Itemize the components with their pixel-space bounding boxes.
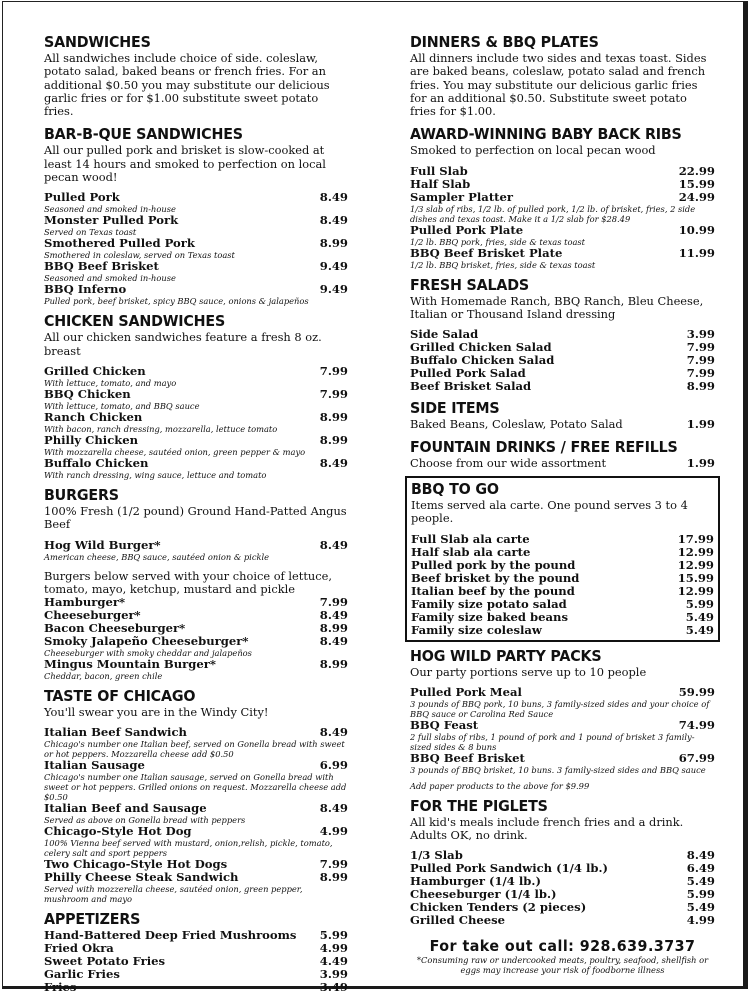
item-price: 8.49 xyxy=(319,608,348,623)
menu-item xyxy=(44,411,348,434)
item-description: 100% Vienna beef served with mustard, onion,relish, pickle, tomato, celery salt and sport peppers xyxy=(44,838,333,859)
menu-item xyxy=(411,572,714,585)
item-price: 5.49 xyxy=(685,609,714,624)
menu-item xyxy=(410,224,715,247)
item-name: Italian Beef Sandwich xyxy=(44,725,187,740)
menu-item xyxy=(410,247,715,270)
menu-item xyxy=(44,981,348,994)
item-name: Chicken Tenders (2 pieces) xyxy=(410,900,587,915)
item-name: Cheeseburger (1/4 lb.) xyxy=(410,887,557,902)
item-price: 5.99 xyxy=(686,887,715,902)
item-price: 8.99 xyxy=(319,409,348,424)
item-description: 3 pounds of BBQ brisket, 10 buns. 3 family-sized sides and BBQ sauce xyxy=(410,764,706,775)
item-price: 12.99 xyxy=(677,544,714,559)
menu-item-row xyxy=(410,191,715,204)
item-name: BBQ Feast xyxy=(410,717,479,732)
item-description: Pulled pork, beef brisket, spicy BBQ sauce, onions & jalapeños xyxy=(44,296,309,307)
item-price: 7.99 xyxy=(319,857,348,872)
item-name: Hand-Battered Deep Fried Mushrooms xyxy=(44,928,297,943)
item-name: Pulled Pork Plate xyxy=(410,222,524,237)
item-name: Choose from our wide assortment xyxy=(410,455,607,470)
section-heading: HOG WILD PARTY PACKS xyxy=(410,646,602,665)
menu-item-row xyxy=(410,457,715,470)
item-price: 9.49 xyxy=(319,282,348,297)
item-name: Cheeseburger* xyxy=(44,608,141,623)
menu-item-row xyxy=(411,611,714,624)
item-name: Family size coleslaw xyxy=(411,622,542,637)
menu-item xyxy=(411,598,714,611)
menu-item-row xyxy=(411,572,714,585)
item-price: 5.49 xyxy=(685,622,714,637)
menu-item-row xyxy=(44,539,348,552)
item-description: Seasoned and smoked in-house xyxy=(44,273,176,284)
item-name: Pulled Pork Meal xyxy=(410,684,522,699)
item-price: 7.99 xyxy=(319,386,348,401)
menu-item xyxy=(44,434,348,457)
menu-item-row xyxy=(44,635,348,648)
menu-item-row xyxy=(410,719,715,732)
menu-item xyxy=(44,539,348,562)
menu-item-row xyxy=(411,585,714,598)
menu-section-hog-wild-party-packs xyxy=(410,647,715,791)
section-note: Add paper products to the above for $9.99 xyxy=(410,780,590,791)
item-description: Chicago's number one Italian sausage, served on Gonella bread with sweet or hot peppers. Grilled onions on request. Mozzarella cheese add $0.50 xyxy=(44,772,347,803)
item-price: 7.99 xyxy=(686,353,715,368)
section-heading: FOUNTAIN DRINKS / FREE REFILLS xyxy=(410,437,678,456)
menu-item xyxy=(44,871,348,904)
menu-item-row xyxy=(410,247,715,260)
menu-item-row xyxy=(410,380,715,393)
menu-item-row xyxy=(44,434,348,447)
menu-item xyxy=(410,686,715,719)
item-name: Fried Okra xyxy=(44,941,114,956)
item-name: Buffalo Chicken xyxy=(44,455,149,470)
menu-column-right xyxy=(410,33,715,975)
menu-item xyxy=(411,611,714,624)
item-price: 4.99 xyxy=(319,824,348,839)
item-name: BBQ Beef Brisket xyxy=(44,259,159,274)
section-description: All sandwiches include choice of side. coleslaw, potato salad, baked beans or french fries. For an additional $0.50 you may substitute our delicious garlic fries or for $1.00 substitute sweet potato fries. xyxy=(44,51,330,119)
item-price: 8.99 xyxy=(319,432,348,447)
item-description: Cheeseburger with smoky cheddar and jalapeños xyxy=(44,648,252,659)
item-name: Italian beef by the pound xyxy=(411,583,575,598)
item-price: 11.99 xyxy=(678,245,715,260)
menu-item-row xyxy=(411,546,714,559)
section-heading: BAR-B-QUE SANDWICHES xyxy=(44,125,243,144)
item-name: 1/3 Slab xyxy=(410,848,463,863)
menu-item xyxy=(410,165,715,178)
menu-item-row xyxy=(44,411,348,424)
menu-item-row xyxy=(44,388,348,401)
item-price: 8.49 xyxy=(319,190,348,205)
menu-item-row xyxy=(411,559,714,572)
item-name: Philly Cheese Steak Sandwich xyxy=(44,870,239,885)
menu-item-row xyxy=(44,365,348,378)
menu-item xyxy=(410,914,715,927)
item-description: 1/3 slab of ribs, 1/2 lb. of pulled pork, 1/2 lb. of brisket, fries, 2 side dishes and texas toast. Make it a 1/2 slab for $28.49 xyxy=(410,203,696,224)
item-description: Smothered in coleslaw, served on Texas toast xyxy=(44,250,235,261)
menu-item-row xyxy=(410,418,715,431)
item-price: 8.49 xyxy=(319,725,348,740)
item-name: Family size baked beans xyxy=(411,609,569,624)
item-name: Full Slab xyxy=(410,163,468,178)
menu-item-row xyxy=(44,260,348,273)
item-name: Philly Chicken xyxy=(44,432,139,447)
item-name: Baked Beans, Coleslaw, Potato Salad xyxy=(410,417,623,432)
item-name: Monster Pulled Pork xyxy=(44,213,179,228)
item-name: Half slab ala carte xyxy=(411,544,531,559)
section-heading: SIDE ITEMS xyxy=(410,399,500,418)
menu-item xyxy=(44,283,348,306)
menu-item xyxy=(410,418,715,431)
menu-item xyxy=(44,759,348,802)
section-description: All our chicken sandwiches feature a fresh 8 oz. breast xyxy=(44,330,322,358)
menu-item-row xyxy=(44,802,348,815)
item-price: 24.99 xyxy=(678,189,715,204)
item-name: Pulled Pork Salad xyxy=(410,366,526,381)
item-description: Cheddar, bacon, green chile xyxy=(44,671,163,682)
menu-item-row xyxy=(44,457,348,470)
item-name: Beef Brisket Salad xyxy=(410,379,532,394)
section-heading: BBQ TO GO xyxy=(411,479,499,498)
item-price: 5.99 xyxy=(685,596,714,611)
section-heading: DINNERS & BBQ PLATES xyxy=(410,33,599,51)
item-name: Ranch Chicken xyxy=(44,409,143,424)
item-price: 7.99 xyxy=(686,340,715,355)
item-price: 3.99 xyxy=(686,327,715,342)
item-description: Seasoned and smoked in-house xyxy=(44,204,176,215)
item-price: 10.99 xyxy=(678,222,715,237)
menu-section-dinners-bbq-plates xyxy=(410,33,715,118)
menu-section-appetizers xyxy=(44,910,348,994)
section-heading: APPETIZERS xyxy=(44,910,141,929)
item-name: BBQ Chicken xyxy=(44,386,131,401)
item-price: 22.99 xyxy=(678,163,715,178)
item-name: Beef brisket by the pound xyxy=(411,570,580,585)
item-description: Chicago's number one Italian beef, served on Gonella bread with sweet or hot peppers. Mozzarella cheese add $0.50 xyxy=(44,739,345,760)
item-description: Served on Texas toast xyxy=(44,227,137,238)
item-price: 7.99 xyxy=(319,595,348,610)
menu-section-bbq-to-go xyxy=(405,476,720,642)
menu-item xyxy=(44,260,348,283)
item-name: Hamburger (1/4 lb.) xyxy=(410,874,541,889)
menu-item xyxy=(410,752,715,775)
menu-item-row xyxy=(44,214,348,227)
menu-item xyxy=(411,533,714,546)
item-price: 8.49 xyxy=(319,213,348,228)
item-description: With lettuce, tomato, and mayo xyxy=(44,377,177,388)
menu-item-row xyxy=(410,914,715,927)
section-description: Burgers below served with your choice of lettuce, tomato, mayo, ketchup, mustard and pickle xyxy=(44,568,333,596)
section-heading: AWARD-WINNING BABY BACK RIBS xyxy=(410,125,682,144)
takeout-phone[interactable]: For take out call: 928.639.3737 xyxy=(429,937,696,956)
section-heading: FRESH SALADS xyxy=(410,275,529,294)
menu-item-row xyxy=(44,825,348,838)
item-description: With mozzarella cheese, sautéed onion, green pepper & mayo xyxy=(44,446,306,457)
item-name: Italian Sausage xyxy=(44,758,145,773)
item-name: Half Slab xyxy=(410,176,471,191)
item-name: Family size potato salad xyxy=(411,596,567,611)
section-description: With Homemade Ranch, BBQ Ranch, Bleu Cheese, Italian or Thousand Island dressing xyxy=(410,293,704,322)
item-price: 5.49 xyxy=(686,874,715,889)
item-price: 9.49 xyxy=(319,259,348,274)
menu-item-row xyxy=(410,686,715,699)
item-name: BBQ Beef Brisket Plate xyxy=(410,245,563,260)
menu-item-row xyxy=(410,752,715,765)
item-price: 8.49 xyxy=(686,848,715,863)
menu-item-row xyxy=(410,224,715,237)
menu-item xyxy=(410,178,715,191)
item-name: Pulled pork by the pound xyxy=(411,557,576,572)
item-price: 8.99 xyxy=(319,870,348,885)
item-name: Hog Wild Burger* xyxy=(44,537,161,552)
item-name: Sampler Platter xyxy=(410,189,514,204)
item-price: 59.99 xyxy=(678,684,715,699)
section-description: All kid's meals include french fries and a drink. Adults OK, no drink. xyxy=(410,814,684,843)
menu-item xyxy=(44,214,348,237)
menu-item xyxy=(44,191,348,214)
menu-item-row xyxy=(410,178,715,191)
section-heading: TASTE OF CHICAGO xyxy=(44,687,196,706)
section-description: You'll swear you are in the Windy City! xyxy=(44,705,269,720)
menu-item xyxy=(44,237,348,260)
menu-section-for-the-piglets xyxy=(410,797,715,928)
item-name: BBQ Inferno xyxy=(44,282,127,297)
item-price: 7.99 xyxy=(319,363,348,378)
item-price: 4.49 xyxy=(319,954,348,969)
item-price: 8.99 xyxy=(686,379,715,394)
item-price: 4.99 xyxy=(686,913,715,928)
item-description: American cheese, BBQ sauce, sautéed onion & pickle xyxy=(44,551,270,562)
item-price: 8.99 xyxy=(319,657,348,672)
menu-section-bar-b-que-sandwiches xyxy=(44,125,348,306)
menu-item-row xyxy=(44,871,348,884)
menu-item xyxy=(44,457,348,480)
health-disclaimer: *Consuming raw or undercooked meats, poultry, seafood, shellfish or eggs may increase your risk of foodborne illness xyxy=(416,955,709,976)
item-name: Garlic Fries xyxy=(44,967,120,982)
menu-item-row xyxy=(410,165,715,178)
item-price: 5.99 xyxy=(319,928,348,943)
menu-item xyxy=(410,191,715,224)
item-price: 8.99 xyxy=(319,236,348,251)
item-price: 8.49 xyxy=(319,801,348,816)
item-price: 1.99 xyxy=(686,417,715,432)
item-name: Pulled Pork xyxy=(44,190,120,205)
menu-item xyxy=(44,726,348,759)
item-price: 7.99 xyxy=(686,366,715,381)
menu-section-chicken-sandwiches xyxy=(44,312,348,480)
section-heading: BURGERS xyxy=(44,485,119,504)
item-price: 12.99 xyxy=(677,583,714,598)
item-price: 15.99 xyxy=(677,570,714,585)
menu-item-row xyxy=(411,598,714,611)
menu-item xyxy=(411,559,714,572)
section-description: All our pulled pork and brisket is slow-cooked at least 14 hours and smoked to perfection on local pecan wood! xyxy=(44,143,326,185)
section-description: Our party portions serve up to 10 people xyxy=(410,664,647,679)
item-name: Bacon Cheeseburger* xyxy=(44,621,186,636)
menu-item xyxy=(44,388,348,411)
menu-section-side-items xyxy=(410,399,715,431)
item-name: Fries xyxy=(44,980,77,995)
item-price: 6.49 xyxy=(686,861,715,876)
item-name: Sweet Potato Fries xyxy=(44,954,166,969)
item-description: With bacon, ranch dressing, mozzarella, lettuce tomato xyxy=(44,423,278,434)
menu-item-row xyxy=(44,968,348,981)
item-price: 74.99 xyxy=(678,717,715,732)
item-name: Smoky Jalapeño Cheeseburger* xyxy=(44,634,249,649)
item-price: 3.49 xyxy=(319,980,348,995)
menu-section-sandwiches xyxy=(44,33,348,118)
menu-item xyxy=(411,585,714,598)
section-description: 100% Fresh (1/2 pound) Ground Hand-Patted Angus Beef xyxy=(44,503,347,532)
menu-item xyxy=(410,719,715,752)
item-description: Served with mozzerella cheese, sautéed onion, green pepper, mushroom and mayo xyxy=(44,884,303,905)
menu-item-row xyxy=(44,759,348,772)
section-description: All dinners include two sides and texas toast. Sides are baked beans, coleslaw, potato salad and french fries. You may substitute our delicious garlic fries for an additional $0.50. Substitute sweet potato fries for $1.00. xyxy=(410,51,707,119)
item-price: 8.49 xyxy=(319,537,348,552)
item-price: 6.99 xyxy=(319,758,348,773)
section-heading: CHICKEN SANDWICHES xyxy=(44,312,226,331)
item-price: 12.99 xyxy=(677,557,714,572)
menu-item xyxy=(410,380,715,393)
menu-item-row xyxy=(44,658,348,671)
menu-item-row xyxy=(44,191,348,204)
item-description: With lettuce, tomato, and BBQ sauce xyxy=(44,400,200,411)
menu-item-row xyxy=(411,624,714,637)
item-description: Served as above on Gonella bread with peppers xyxy=(44,815,246,826)
item-price: 4.99 xyxy=(319,941,348,956)
item-name: Full Slab ala carte xyxy=(411,531,530,546)
menu-item xyxy=(44,658,348,681)
item-price: 67.99 xyxy=(678,750,715,765)
item-price: 8.49 xyxy=(319,634,348,649)
item-price: 17.99 xyxy=(677,531,714,546)
item-name: Grilled Chicken Salad xyxy=(410,340,552,355)
menu-item xyxy=(44,802,348,825)
item-price: 1.99 xyxy=(686,455,715,470)
item-description: With ranch dressing, wing sauce, lettuce and tomato xyxy=(44,469,267,480)
item-description: 3 pounds of BBQ pork, 10 buns, 3 family-sized sides and your choice of BBQ sauce or Carolina Red Sauce xyxy=(410,698,710,719)
item-price: 8.49 xyxy=(319,455,348,470)
item-name: Mingus Mountain Burger* xyxy=(44,657,216,672)
menu-item xyxy=(44,635,348,658)
menu-item xyxy=(411,624,714,637)
section-description: Smoked to perfection on local pecan wood xyxy=(410,143,656,158)
item-price: 15.99 xyxy=(678,176,715,191)
menu-item xyxy=(44,365,348,388)
section-heading: FOR THE PIGLETS xyxy=(410,796,548,815)
menu-item-row xyxy=(44,237,348,250)
item-name: BBQ Beef Brisket xyxy=(410,750,525,765)
menu-item-row xyxy=(44,283,348,296)
item-description: 2 full slabs of ribs, 1 pound of pork and 1 pound of brisket 3 family-sized sides & 8 buns xyxy=(410,731,695,752)
item-name: Grilled Cheese xyxy=(410,913,506,928)
menu-item-row xyxy=(44,726,348,739)
item-name: Hamburger* xyxy=(44,595,126,610)
menu-section-burgers xyxy=(44,486,348,681)
menu-section-award-winning-baby-back-ribs xyxy=(410,125,715,269)
item-name: Side Salad xyxy=(410,327,479,342)
item-name: Two Chicago-Style Hot Dogs xyxy=(44,857,228,872)
item-name: Smothered Pulled Pork xyxy=(44,236,195,251)
item-name: Pulled Pork Sandwich (1/4 lb.) xyxy=(410,861,609,876)
menu-item xyxy=(44,968,348,981)
item-name: Grilled Chicken xyxy=(44,363,146,378)
menu-item-row xyxy=(411,533,714,546)
menu-item xyxy=(411,546,714,559)
menu-column-left xyxy=(44,33,348,1000)
menu-section-fresh-salads xyxy=(410,276,715,394)
menu-item xyxy=(410,457,715,470)
item-description: 1/2 lb. BBQ brisket, fries, side & texas toast xyxy=(410,259,596,270)
item-price: 3.99 xyxy=(319,967,348,982)
item-name: Italian Beef and Sausage xyxy=(44,801,207,816)
section-description: Items served ala carte. One pound serves 3 to 4 people. xyxy=(411,497,688,526)
item-name: Buffalo Chicken Salad xyxy=(410,353,555,368)
section-heading: SANDWICHES xyxy=(44,33,151,51)
menu-section-taste-of-chicago xyxy=(44,687,348,904)
item-price: 5.49 xyxy=(686,900,715,915)
menu-item xyxy=(44,825,348,858)
item-price: 8.99 xyxy=(319,621,348,636)
menu-item-row xyxy=(44,981,348,994)
menu-section-fountain-drinks-free-refills xyxy=(410,438,715,470)
item-description: 1/2 lb. BBQ pork, fries, side & texas toast xyxy=(410,236,585,247)
item-name: Chicago-Style Hot Dog xyxy=(44,824,192,839)
